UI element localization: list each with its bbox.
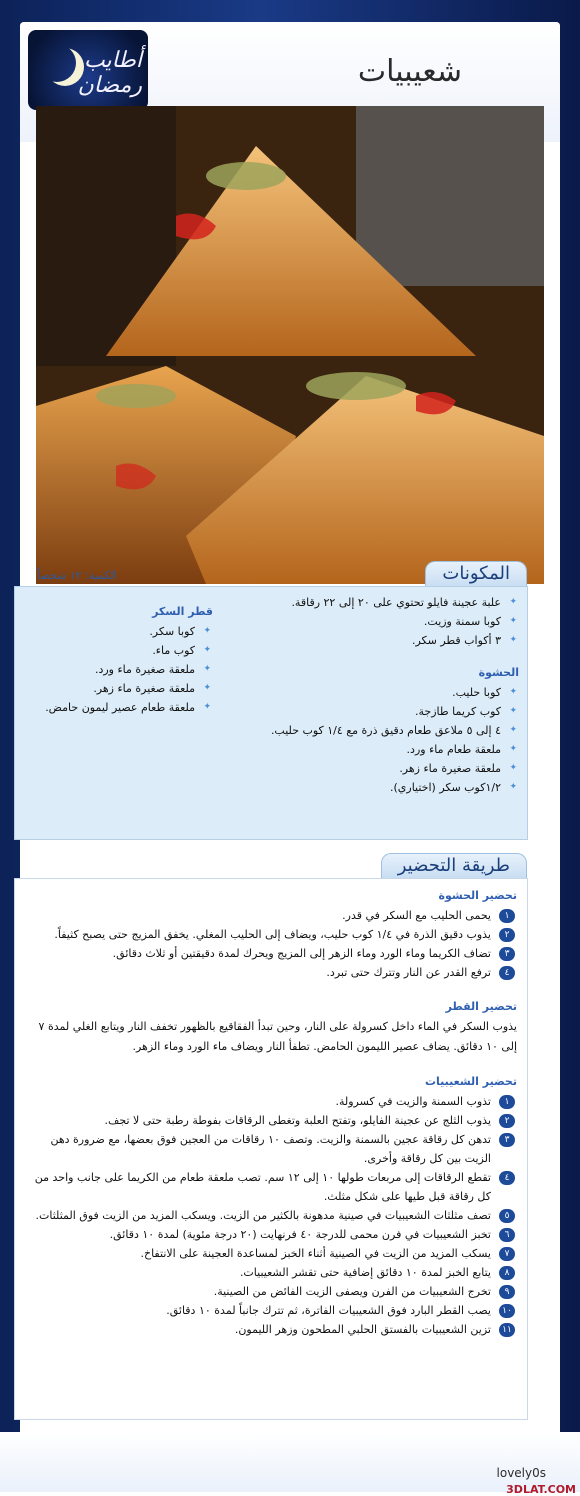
step-number: ٢ — [499, 1114, 515, 1128]
step-text: تخبز الشعيبيات في فرن محمى للدرجة ٤٠ فرنهايت (٢٠ درجة مئوية) لمدة ١٠ دقائق. — [109, 1228, 491, 1241]
step-number: ٣ — [499, 1133, 515, 1147]
list-item: ✦ ٣ أكواب قطر سكر. — [229, 631, 519, 650]
step-text: يحمى الحليب مع السكر في قدر. — [342, 909, 491, 922]
step-text: تقطع الرقاقات إلى مربعات طولها ١٠ إلى ١٢ سم. تصب ملعقة طعام من الكريما على جانب واحد من كل رقاقة قبل طيها على شكل مثلث. — [34, 1171, 491, 1203]
step-text: ترفع القدر عن النار وتترك حتى تبرد. — [326, 966, 491, 979]
list-item: ✦ ١/٢كوب سكر (اختياري). — [229, 778, 519, 797]
step-number: ٣ — [499, 947, 515, 961]
filling-heading: الحشوة — [478, 666, 519, 679]
step-text: يسكب المزيد من الزيت في الصينية أثناء الخبز لمساعدة العجينة على الانتفاخ. — [140, 1247, 491, 1260]
step-text: يذوب دقيق الذرة في ١/٤ كوب حليب، ويضاف إلى الحليب المغلي. يخفق المزيج حتى يصبح كثيفاً. — [54, 928, 491, 941]
pastry-illustration — [36, 106, 544, 584]
syrup-column — [23, 605, 213, 717]
ingredients-main-column — [229, 593, 519, 797]
step-text: يصب القطر البارد فوق الشعيبيات الفاترة، ثم تترك جانباً لمدة ١٠ دقائق. — [166, 1304, 491, 1317]
step-number: ٧ — [499, 1247, 515, 1261]
step-number: ٤ — [499, 966, 515, 980]
watermark: 3DLAT.COM — [506, 1483, 576, 1496]
logo-text: أطايب رمضان — [77, 48, 142, 98]
list-item — [25, 1263, 517, 1282]
list-item — [25, 1225, 517, 1244]
pastry-steps-list — [25, 1092, 517, 1339]
list-item — [25, 1301, 517, 1320]
filling-steps-list — [25, 906, 517, 982]
main-ingredients-list — [229, 593, 519, 650]
step-text: تصف مثلثات الشعيبيات في صينية مدهونة بالكثير من الزيت. ويسكب المزيد من الزيت فوق المثلثات. — [35, 1209, 491, 1222]
step-text: تدهن كل رقاقة عجين بالسمنة والزيت. وتصف ١٠ رقاقات من العجين فوق بعضها، مع ضرورة دهن الزيت بين كل رقاقة وأخرى. — [50, 1133, 491, 1165]
method-tab: طريقة التحضير — [381, 853, 527, 878]
step-number: ٢ — [499, 928, 515, 942]
list-item — [25, 906, 517, 925]
list-item — [25, 1206, 517, 1225]
step-number: ٨ — [499, 1266, 515, 1280]
syrup-prep-text: يذوب السكر في الماء داخل كسرولة على النار، وحين تبدأ الفقاقيع بالظهور تخفف النار ويتابع الغلي لمدة ٧ إلى ١٠ دقائق. يضاف عصير الليمون الحامض. تطفأ النار ويضاف ماء الورد وماء الزهر. — [38, 1020, 517, 1053]
step-number: ١ — [499, 909, 515, 923]
list-item — [25, 1111, 517, 1130]
step-number: ١ — [499, 1095, 515, 1109]
servings-quantity: الكمية: ١٢ شخصاً — [37, 569, 117, 582]
step-text: تزين الشعيبيات بالفستق الحلبي المطحون وزهر الليمون. — [234, 1323, 491, 1336]
ingredients-tab: المكونات — [425, 561, 527, 586]
list-item: ✦ علبة عجينة فايلو تحتوي على ٢٠ إلى ٢٢ رقاقة. — [229, 593, 519, 612]
list-item — [25, 1130, 517, 1168]
syrup-ingredients-list — [23, 622, 213, 717]
ramadan-logo — [28, 30, 148, 110]
footer-band — [0, 1432, 580, 1496]
list-item — [25, 1320, 517, 1339]
list-item: ✦ ملعقة صغيرة ماء زهر. — [229, 759, 519, 778]
step-text: تخرج الشعيبيات من الفرن ويصفى الزيت الفائض من الصينية. — [213, 1285, 491, 1298]
list-item: ✦ كوب كريما طازجة. — [229, 702, 519, 721]
method-panel — [14, 855, 528, 1420]
list-item: ✦ كوبا سكر. — [23, 622, 213, 641]
syrup-heading: قطر السكر — [152, 605, 213, 618]
ingredients-panel — [14, 563, 528, 840]
method-content — [25, 889, 517, 1339]
list-item: ✦ كوبا سمنة وزيت. — [229, 612, 519, 631]
syrup-prep-heading: تحضير القطر — [445, 1000, 517, 1013]
list-item — [25, 1244, 517, 1263]
list-item: ✦ كوب ماء. — [23, 641, 213, 660]
recipe-title: شعيبيات — [357, 54, 462, 89]
list-item: ✦ ملعقة صغيرة ماء ورد. — [23, 660, 213, 679]
list-item — [25, 925, 517, 944]
step-text: يتابع الخبز لمدة ١٠ دقائق إضافية حتى تقشر الشعيبيات. — [239, 1266, 491, 1279]
list-item: ✦ ٤ إلى ٥ ملاعق طعام دقيق ذرة مع ١/٤ كوب حليب. — [229, 721, 519, 740]
list-item: ✦ ملعقة طعام ماء ورد. — [229, 740, 519, 759]
recipe-photo — [36, 106, 544, 584]
step-number: ١١ — [499, 1323, 515, 1337]
step-text: يذوب الثلج عن عجينة الفايلو، وتفتح العلبة وتغطى الرقاقات بفوطة رطبة حتى لا تجف. — [104, 1114, 491, 1127]
step-number: ٥ — [499, 1209, 515, 1223]
step-number: ١٠ — [499, 1304, 515, 1318]
filling-ingredients-list — [229, 683, 519, 797]
step-number: ٤ — [499, 1171, 515, 1185]
step-number: ٦ — [499, 1228, 515, 1242]
step-text: تذوب السمنة والزيت في كسرولة. — [335, 1095, 491, 1108]
signature: lovely0s — [496, 1466, 546, 1480]
list-item — [25, 944, 517, 963]
list-item — [25, 1168, 517, 1206]
step-text: تضاف الكريما وماء الورد وماء الزهر إلى المزيج ويحرك لمدة دقيقتين أو ثلاث دقائق. — [112, 947, 491, 960]
filling-prep-heading: تحضير الحشوة — [438, 889, 517, 902]
pastry-prep-heading: تحضير الشعيبيات — [424, 1075, 517, 1088]
list-item — [25, 963, 517, 982]
list-item: ✦ كوبا حليب. — [229, 683, 519, 702]
list-item: ✦ ملعقة صغيرة ماء زهر. — [23, 679, 213, 698]
step-number: ٩ — [499, 1285, 515, 1299]
list-item — [25, 1092, 517, 1111]
list-item: ✦ ملعقة طعام عصير ليمون حامض. — [23, 698, 213, 717]
list-item — [25, 1282, 517, 1301]
